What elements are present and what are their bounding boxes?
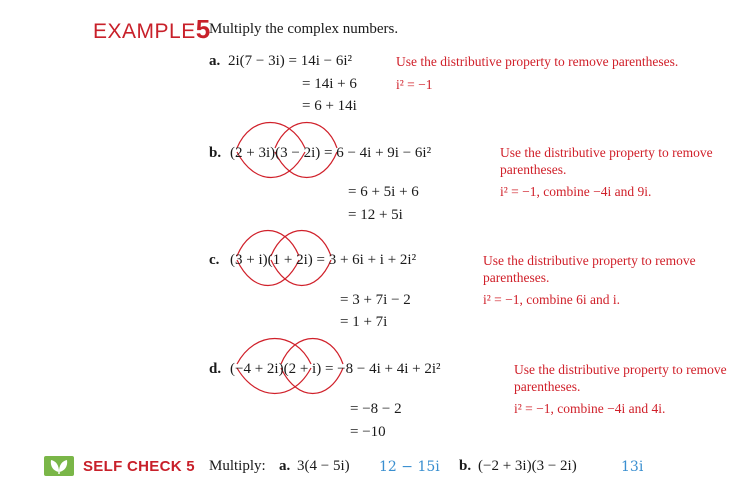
- example-instruction: Multiply the complex numbers.: [209, 21, 399, 37]
- example-number: 5: [195, 14, 211, 44]
- part-c-note-1: Use the distributive property to remove: [483, 253, 696, 268]
- part-d-line-1: (−4 + 2i)(2 + i) = −8 − 4i + 4i + 2i²: [230, 361, 441, 377]
- example-heading: [93, 14, 211, 45]
- part-b-line-1: (2 + 3i)(3 − 2i) = 6 − 4i + 9i − 6i²: [230, 145, 432, 161]
- self-check-a-label: a.: [279, 458, 291, 474]
- self-check-b-label: b.: [459, 458, 472, 474]
- part-b-line-2: = 6 + 5i + 6: [348, 184, 419, 200]
- part-a-line-2: = 14i + 6: [302, 76, 357, 92]
- part-c-note-3: i² = −1, combine 6i and i.: [483, 292, 621, 307]
- part-c-label: c.: [209, 252, 220, 268]
- part-d-note-3: i² = −1, combine −4i and 4i.: [514, 401, 666, 416]
- part-a-note-2: i² = −1: [396, 77, 433, 92]
- part-a-note-1: Use the distributive property to remove parentheses.: [396, 54, 679, 69]
- part-b-note-3: i² = −1, combine −4i and 9i.: [500, 184, 652, 199]
- self-check-a-answer: 12 − 15i: [379, 459, 440, 475]
- part-d-line-2: = −8 − 2: [350, 401, 402, 417]
- leaves-icon: [44, 456, 74, 476]
- part-a-line-1: 2i(7 − 3i) = 14i − 6i²: [228, 53, 353, 69]
- part-a-label: a.: [209, 53, 221, 69]
- part-d-note-2: parentheses.: [514, 379, 581, 394]
- self-check-b-answer: 13i: [621, 459, 644, 475]
- part-c-line-3: = 1 + 7i: [340, 314, 388, 330]
- part-b-note-1: Use the distributive property to remove: [500, 145, 713, 160]
- self-check-title: SELF CHECK 5: [83, 458, 195, 475]
- self-check-a-expr: 3(4 − 5i): [297, 458, 350, 474]
- part-c-line-1: (3 + i)(1 + 2i) = 3 + 6i + i + 2i²: [230, 252, 417, 268]
- part-a-line-3: = 6 + 14i: [302, 98, 357, 114]
- part-d-note-1: Use the distributive property to remove: [514, 362, 727, 377]
- part-b-label: b.: [209, 145, 222, 161]
- part-d-line-3: = −10: [350, 424, 386, 440]
- self-check-b-expr: (−2 + 3i)(3 − 2i): [478, 458, 577, 474]
- part-b-note-2: parentheses.: [500, 162, 567, 177]
- part-c-line-2: = 3 + 7i − 2: [340, 292, 411, 308]
- example-title: EXAMPLE: [93, 20, 196, 43]
- self-check-prompt: Multiply:: [209, 458, 266, 474]
- part-d-label: d.: [209, 361, 222, 377]
- part-b-line-3: = 12 + 5i: [348, 207, 403, 223]
- part-c-note-2: parentheses.: [483, 270, 550, 285]
